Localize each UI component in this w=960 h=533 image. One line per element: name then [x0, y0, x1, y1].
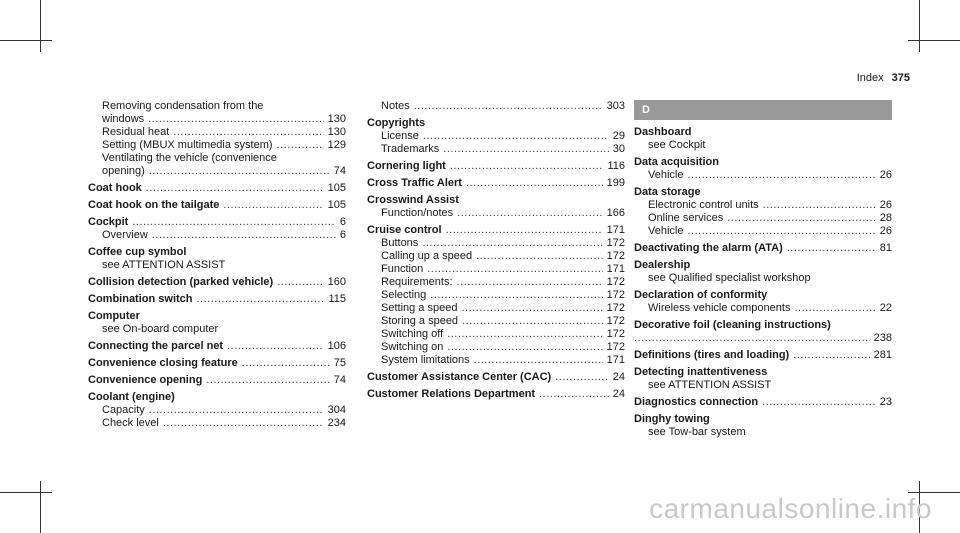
leader-dots [163, 417, 324, 430]
entry-subterm-line [367, 328, 625, 341]
page-reference: 26 [879, 169, 892, 181]
crop-mark [908, 40, 960, 41]
entry-subterm-line [367, 276, 625, 289]
entry-subterm: Residual heat [102, 126, 170, 138]
entry-term-line [634, 396, 892, 409]
entry-term-line [88, 199, 346, 212]
entry-term: Combination switch [88, 293, 193, 305]
leader-dots [794, 302, 875, 315]
leader-dots [152, 229, 336, 242]
entry-term: Convenience opening [88, 374, 203, 386]
entry-term-line [634, 242, 892, 255]
entry-subterm: Ventilating the vehicle (convenience [102, 152, 277, 164]
index-entry [367, 224, 625, 367]
entry-subterm: Removing condensation from the [102, 100, 264, 112]
entry-subterm: Check level [102, 417, 159, 429]
entry-subterm-line [367, 100, 625, 113]
entry-subterm-line [634, 169, 892, 182]
leader-dots [206, 374, 329, 387]
leader-dots [277, 276, 323, 289]
index-entry [634, 396, 892, 409]
page-reference: 172 [606, 302, 625, 314]
page-reference: 26 [879, 225, 892, 237]
page-reference: 172 [606, 250, 625, 262]
page-reference: 116 [607, 160, 625, 172]
page-reference: 75 [333, 357, 346, 369]
page-reference: 105 [327, 199, 346, 211]
index-entry [634, 186, 892, 238]
entry-subterm-line [367, 130, 625, 143]
page-reference: 74 [333, 165, 346, 177]
entry-term: Coat hook [88, 182, 142, 194]
index-entry [634, 289, 892, 315]
entry-term-line [367, 224, 625, 237]
index-entry [634, 349, 892, 362]
page-header [857, 72, 910, 84]
entry-subterm: Vehicle [648, 225, 684, 237]
entry-subterm-line [367, 315, 625, 328]
entry-subterm: Setting a speed [381, 302, 458, 314]
leader-dots [446, 224, 603, 237]
page-reference: 74 [333, 374, 346, 386]
entry-subterm: License [381, 130, 419, 142]
entry-term: Cockpit [88, 216, 129, 228]
entry-term: Decorative foil (cleaning instructions) [634, 319, 831, 331]
entry-subterm: System limitations [381, 354, 470, 366]
page-reference: 28 [879, 212, 892, 224]
entry-term-line [367, 371, 625, 384]
entry-subterm: Capacity [102, 404, 145, 416]
index-entry [634, 156, 892, 182]
leader-dots [457, 276, 603, 289]
leader-dots [223, 199, 323, 212]
entry-subterm-line [634, 199, 892, 212]
index-entry [88, 391, 346, 430]
entry-subterm-line [634, 225, 892, 238]
entry-subterm: Notes [381, 100, 410, 112]
index-entry [88, 357, 346, 370]
entry-subterm: see On-board computer [102, 323, 219, 335]
entry-term-line [367, 388, 625, 401]
entry-term: Customer Relations Department [367, 388, 536, 400]
entry-term-line [88, 374, 346, 387]
entry-subterm: Selecting [381, 289, 427, 301]
page-reference: 238 [873, 332, 892, 344]
entry-subterm-line [634, 212, 892, 225]
crop-mark [0, 40, 52, 41]
entry-term: Crosswind Assist [367, 194, 459, 206]
index-entry [88, 293, 346, 306]
leader-dots [476, 250, 603, 263]
leader-dots [423, 130, 609, 143]
entry-subterm: Electronic control units [648, 199, 759, 211]
index-entry [367, 117, 625, 156]
entry-term-line [88, 293, 346, 306]
entry-subterm: Function [381, 263, 424, 275]
entry-subterm: Requirements: [381, 276, 453, 288]
entry-subterm-line [367, 302, 625, 315]
page-reference: 171 [606, 224, 625, 236]
entry-subterm: see ATTENTION ASSIST [648, 379, 772, 391]
leader-dots [427, 263, 602, 276]
page-reference: 129 [327, 139, 346, 151]
leader-dots [762, 396, 876, 409]
leader-dots [227, 340, 324, 353]
index-entry [88, 199, 346, 212]
crop-mark [40, 0, 41, 52]
index-column-2 [367, 100, 625, 405]
leader-dots [474, 354, 603, 367]
entry-subterm-line [367, 237, 625, 250]
entry-subterm: Setting (MBUX multimedia system) [102, 139, 273, 151]
index-entry [367, 160, 625, 173]
entry-term: Dealership [634, 259, 691, 271]
page-reference: 130 [327, 113, 346, 125]
index-entry [634, 242, 892, 255]
leader-dots [462, 315, 603, 328]
entry-subterm-line [88, 113, 346, 126]
leader-dots [539, 388, 609, 401]
leader-dots [555, 371, 609, 384]
entry-term: Dashboard [634, 126, 692, 138]
page-reference: 26 [879, 199, 892, 211]
page-reference: 6 [339, 229, 346, 241]
leader-dots [277, 139, 324, 152]
index-column-1 [88, 100, 346, 434]
crop-mark [0, 492, 52, 493]
entry-term: Cross Traffic Alert [367, 177, 462, 189]
entry-subterm-line [634, 302, 892, 315]
entry-subterm-line [88, 404, 346, 417]
entry-subterm: see Qualified specialist workshop [648, 272, 811, 284]
leader-dots [414, 100, 603, 113]
index-entry [88, 182, 346, 195]
entry-subterm: Buttons [381, 237, 419, 249]
page-reference: 199 [606, 177, 625, 189]
leader-dots [457, 207, 602, 220]
index-entry [88, 340, 346, 353]
entry-subterm: Wireless vehicle components [648, 302, 791, 314]
entry-term: Coolant (engine) [88, 391, 175, 403]
leader-dots [430, 289, 602, 302]
index-entry [367, 388, 625, 401]
page-reference: 81 [879, 242, 892, 254]
page-reference: 172 [606, 276, 625, 288]
leader-dots [787, 242, 876, 255]
entry-term-line [88, 276, 346, 289]
entry-subterm-line [88, 417, 346, 430]
leader-dots [148, 113, 323, 126]
entry-term-line [88, 357, 346, 370]
entry-subterm: Trademarks [381, 143, 440, 155]
page-number: 375 [891, 72, 910, 84]
entry-subterm: Switching on [381, 341, 444, 353]
page-reference: 172 [606, 289, 625, 301]
index-entry [88, 216, 346, 242]
entry-subterm: Overview [102, 229, 148, 241]
page-reference: 166 [606, 207, 625, 219]
leader-dots [422, 237, 602, 250]
entry-subterm: Vehicle [648, 169, 684, 181]
entry-subterm-line [367, 289, 625, 302]
leader-dots [132, 216, 336, 229]
entry-subterm-line [367, 341, 625, 354]
leader-dots [197, 293, 325, 306]
entry-term: Cruise control [367, 224, 442, 236]
page-reference: 172 [606, 328, 625, 340]
index-entry [367, 194, 625, 220]
page-reference: 234 [327, 417, 346, 429]
page-reference: 171 [606, 354, 625, 366]
entry-term: Convenience closing feature [88, 357, 238, 369]
entry-subterm: see Cockpit [648, 139, 706, 151]
page-reference: 303 [606, 100, 625, 112]
page-reference: 106 [327, 340, 346, 352]
entry-subterm-line [367, 250, 625, 263]
entry-subterm-line [367, 263, 625, 276]
entry-subterm: windows [102, 113, 145, 125]
page-reference: 105 [327, 182, 346, 194]
entry-subterm-line [367, 354, 625, 367]
entry-term: Connecting the parcel net [88, 340, 224, 352]
page-reference: 172 [606, 237, 625, 249]
index-entry [88, 100, 346, 178]
index-entry [367, 371, 625, 384]
entry-term-line [634, 349, 892, 362]
entry-term: Definitions (tires and loading) [634, 349, 790, 361]
index-entry [88, 310, 346, 336]
leader-dots [793, 349, 869, 362]
entry-subterm: Function/notes [381, 207, 454, 219]
section-letter-heading: D [634, 100, 892, 120]
leader-dots [149, 165, 330, 178]
leader-dots [149, 404, 324, 417]
entry-term: Data storage [634, 186, 701, 198]
entry-subterm: opening) [102, 165, 145, 177]
leader-dots [466, 177, 603, 190]
entry-term-line [367, 160, 625, 173]
entry-term: Dinghy towing [634, 413, 710, 425]
entry-subterm-line [634, 332, 892, 345]
entry-subterm-line [367, 207, 625, 220]
page-reference: 172 [606, 315, 625, 327]
index-entry [634, 126, 892, 152]
entry-subterm-line [367, 143, 625, 156]
page-reference: 130 [327, 126, 346, 138]
entry-term-line [367, 177, 625, 190]
entry-subterm: Online services [648, 212, 724, 224]
page-reference: 23 [879, 396, 892, 408]
page-reference: 24 [612, 388, 625, 400]
page-reference: 6 [339, 216, 346, 228]
leader-dots [461, 302, 602, 315]
index-entry [634, 413, 892, 439]
crop-mark [40, 481, 41, 533]
page-reference: 22 [879, 302, 892, 314]
page-reference: 171 [606, 263, 625, 275]
leader-dots [447, 328, 602, 341]
entry-term: Declaration of conformity [634, 289, 768, 301]
leader-dots [447, 341, 602, 354]
leader-dots [242, 357, 330, 370]
leader-dots [687, 225, 875, 238]
entry-term: Diagnostics connection [634, 396, 759, 408]
leader-dots [727, 212, 876, 225]
entry-subterm: Switching off [381, 328, 444, 340]
page-reference: 24 [612, 371, 625, 383]
entry-term: Detecting inattentiveness [634, 366, 768, 378]
crop-mark [919, 0, 920, 52]
entry-subterm: Calling up a speed [381, 250, 473, 262]
entry-term: Data acquisition [634, 156, 719, 168]
entry-subterm: see Tow-bar system [648, 426, 746, 438]
index-entry [634, 259, 892, 285]
entry-term: Copyrights [367, 117, 426, 129]
entry-term: Deactivating the alarm (ATA) [634, 242, 783, 254]
entry-subterm: Storing a speed [381, 315, 459, 327]
entry-subterm-line [88, 165, 346, 178]
leader-dots [687, 169, 875, 182]
entry-term: Customer Assistance Center (CAC) [367, 371, 552, 383]
index-entry [88, 374, 346, 387]
entry-term: Coat hook on the tailgate [88, 199, 220, 211]
header-label: Index [856, 72, 884, 84]
page-reference: 29 [612, 130, 625, 142]
entry-subterm-line [88, 229, 346, 242]
entry-subterm-line [88, 139, 346, 152]
entry-subterm: see ATTENTION ASSIST [102, 259, 226, 271]
index-entry [88, 276, 346, 289]
entry-term: Coffee cup symbol [88, 246, 187, 258]
entry-subterm-line [88, 126, 346, 139]
page-reference: 30 [612, 143, 625, 155]
page-reference: 304 [327, 404, 346, 416]
index-column-3 [634, 100, 892, 443]
leader-dots [763, 199, 876, 212]
index-entry [88, 246, 346, 272]
entry-term: Cornering light [367, 160, 446, 172]
index-entry [634, 366, 892, 392]
page-reference: 172 [606, 341, 625, 353]
page-reference: 115 [328, 293, 346, 305]
leader-dots [450, 160, 604, 173]
index-entry [634, 319, 892, 345]
entry-term: Collision detection (parked vehicle) [88, 276, 274, 288]
entry-term-line [88, 216, 346, 229]
page-reference: 281 [873, 349, 892, 361]
entry-term-line [88, 182, 346, 195]
index-entry [367, 100, 625, 113]
leader-dots [146, 182, 324, 195]
index-entry [367, 177, 625, 190]
page-reference: 160 [327, 276, 346, 288]
leader-dots [634, 332, 870, 345]
entry-term-line [88, 340, 346, 353]
entry-term: Computer [88, 310, 140, 322]
watermark: carmanualsonline.info [649, 493, 932, 524]
leader-dots [173, 126, 323, 139]
leader-dots [443, 143, 608, 156]
